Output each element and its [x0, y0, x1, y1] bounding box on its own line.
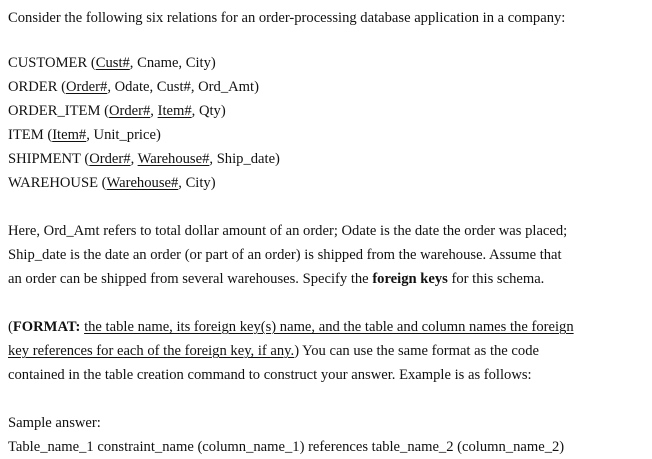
relation-item: ITEM (Item#, Unit_price): [8, 127, 161, 143]
relation-warehouse: WAREHOUSE (Warehouse#, City): [8, 175, 216, 191]
document: [8, 6, 648, 459]
relation-attributes: , Odate, Cust#, Ord_Amt): [107, 79, 259, 95]
relation-attributes: , Ship_date): [209, 151, 280, 167]
format-label: FORMAT:: [12, 319, 81, 335]
text-span: for this schema.: [447, 271, 545, 287]
relation-name: WAREHOUSE: [8, 175, 98, 191]
primary-key: Warehouse#: [137, 151, 210, 167]
relation-name: ORDER: [8, 79, 58, 95]
text-span: (: [8, 319, 13, 335]
explanation-line: Here, Ord_Amt refers to total dollar amount of an order; Odate is the date the order was placed;: [8, 223, 568, 239]
intro-text: Consider the following six relations for an order-processing database application in a company:: [8, 10, 566, 26]
relation-customer: CUSTOMER (Cust#, Cname, City): [8, 55, 216, 71]
relation-attributes: , Unit_price): [86, 127, 161, 143]
sample-line: Table_name_1 constraint_name (column_name_1) references table_name_2 (column_name_2): [8, 439, 565, 455]
text-span: ) You can use the same format as the code: [294, 343, 539, 359]
primary-key: Item#: [157, 103, 192, 119]
format-line: [8, 315, 648, 339]
format-paragraph: [8, 315, 648, 387]
explanation-line: Ship_date is the date an order (or part of an order) is shipped from the warehouse. Assume that: [8, 247, 562, 263]
underlined-text: the table name, its foreign key(s) name, and the table and column names the foreign: [84, 319, 574, 335]
relation-attributes: , Qty): [191, 103, 226, 119]
primary-key: Item#: [52, 127, 87, 143]
relation-name: CUSTOMER: [8, 55, 88, 71]
primary-key: Order#: [65, 79, 108, 95]
text-span: an order can be shipped from several warehouses. Specify the: [8, 271, 373, 287]
format-line: [8, 339, 648, 363]
relation-attributes: , City): [178, 175, 216, 191]
primary-key: Warehouse#: [106, 175, 179, 191]
format-line: contained in the table creation command to construct your answer. Example is as follows:: [8, 367, 532, 383]
relation-name: ITEM: [8, 127, 44, 143]
relation-order: ORDER (Order#, Odate, Cust#, Ord_Amt): [8, 79, 259, 95]
emphasis-text: foreign keys: [372, 271, 448, 287]
primary-key: Order#: [89, 151, 131, 167]
explanation-line: [8, 267, 648, 291]
explanation-paragraph: [8, 219, 648, 291]
relation-name: ORDER_ITEM: [8, 103, 101, 119]
primary-key: Order#: [108, 103, 151, 119]
relation-attributes: , Cname, City): [129, 55, 216, 71]
relation-name: SHIPMENT: [8, 151, 81, 167]
relation-order-item: ORDER_ITEM (Order#, Item#, Qty): [8, 103, 226, 119]
primary-key: Cust#: [95, 55, 130, 71]
relation-list: [8, 51, 648, 195]
sample-label: Sample answer:: [8, 415, 101, 431]
underlined-text: key references for each of the foreign key, if any.: [8, 343, 295, 359]
relation-shipment: SHIPMENT (Order#, Warehouse#, Ship_date): [8, 151, 280, 167]
